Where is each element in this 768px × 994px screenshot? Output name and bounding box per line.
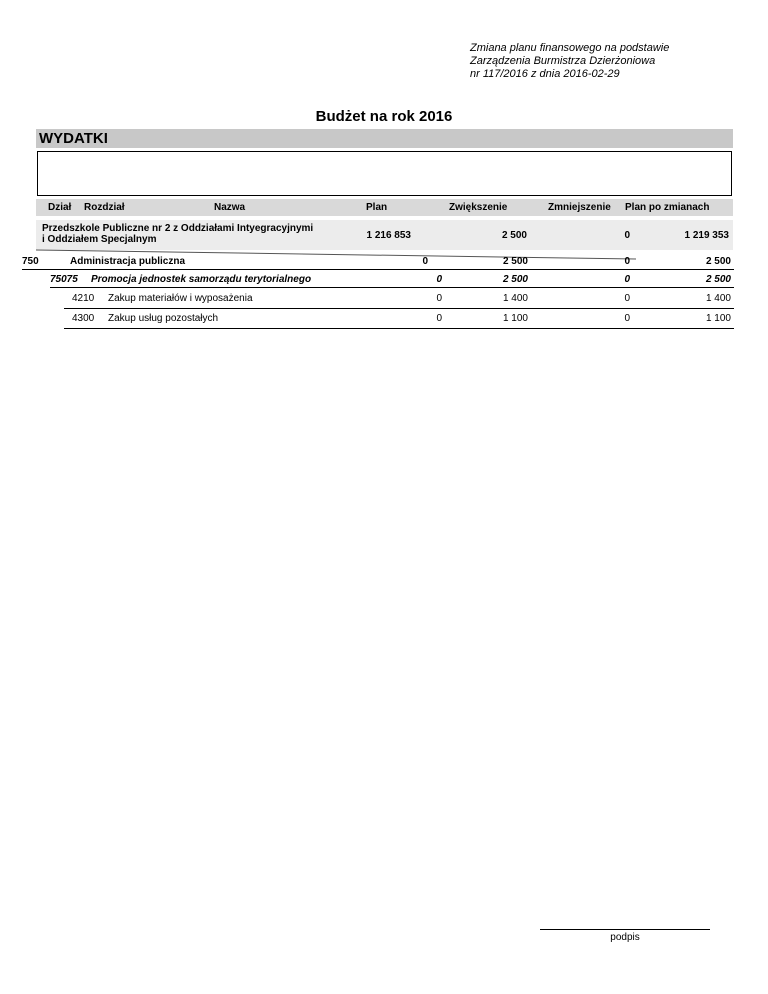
unit-zmniejszenie: 0 xyxy=(624,230,630,241)
rozdzial-divider xyxy=(50,287,734,288)
paragraph-zmniejszenie: 0 xyxy=(624,293,630,304)
paragraph-zwiekszenie: 1 400 xyxy=(502,293,528,304)
paragraph-name: Zakup materiałów i wyposażenia xyxy=(108,293,253,304)
unit-zwiekszenie: 2 500 xyxy=(501,230,527,241)
unit-name xyxy=(42,223,342,245)
col-rozdzial: Rozdział xyxy=(84,202,125,213)
rozdzial-name: Promocja jednostek samorządu terytorialnego xyxy=(91,274,312,285)
unit-name-line-1: Przedszkole Publiczne nr 2 z Oddziałami Intyegracyjnymi xyxy=(42,223,314,234)
dzial-zwiekszenie: 2 500 xyxy=(502,256,528,267)
paragraph-code: 4300 xyxy=(72,313,95,324)
unit-plan-po-zmianach: 1 219 353 xyxy=(684,230,729,241)
table-row xyxy=(36,311,734,327)
signature-label: podpis xyxy=(610,932,640,943)
col-dzial: Dział xyxy=(48,202,72,213)
col-zmniejszenie: Zmniejszenie xyxy=(548,202,611,213)
paragraph-plan: 0 xyxy=(436,293,442,304)
document-title: Budżet na rok 2016 xyxy=(315,108,453,125)
row-divider xyxy=(64,328,734,329)
header-note-line-3: nr 117/2016 z dnia 2016-02-29 xyxy=(470,68,620,80)
paragraph-plan: 0 xyxy=(436,313,442,324)
rozdzial-plan-po-zmianach: 2 500 xyxy=(705,274,731,285)
paragraph-plan-po-zmianach: 1 100 xyxy=(705,313,731,324)
signature-line xyxy=(540,929,710,930)
table-row xyxy=(36,291,734,307)
unit-plan: 1 216 853 xyxy=(366,230,411,241)
header-note xyxy=(470,42,669,81)
rozdzial-plan: 0 xyxy=(436,274,442,285)
rozdzial-zwiekszenie: 2 500 xyxy=(502,274,528,285)
rozdzial-row xyxy=(36,272,734,288)
paragraph-zwiekszenie: 1 100 xyxy=(502,313,528,324)
header-note-line-1: Zmiana planu finansowego na podstawie xyxy=(470,42,670,54)
section-title: WYDATKI xyxy=(36,129,733,148)
dzial-name: Administracja publiczna xyxy=(70,256,186,267)
paragraph-zmniejszenie: 0 xyxy=(624,313,630,324)
col-plan-po-zmianach: Plan po zmianach xyxy=(625,202,710,213)
paragraph-code: 4210 xyxy=(72,293,95,304)
dzial-zmniejszenie: 0 xyxy=(624,256,630,267)
unit-name-line-2: i Oddziałem Specjalnym xyxy=(42,234,157,245)
rozdzial-zmniejszenie: 0 xyxy=(624,274,630,285)
rozdzial-code: 75075 xyxy=(50,274,78,285)
dzial-row xyxy=(22,254,734,270)
header-note-line-2: Zarządzenia Burmistrza Dzierżoniowa xyxy=(470,55,656,67)
col-nazwa: Nazwa xyxy=(214,202,246,213)
paragraph-name: Zakup usług pozostałych xyxy=(108,313,219,324)
unit-row xyxy=(36,220,733,250)
paragraph-plan-po-zmianach: 1 400 xyxy=(705,293,731,304)
dzial-plan: 0 xyxy=(422,256,428,267)
col-zwiekszenie: Zwiększenie xyxy=(449,202,508,213)
table-header xyxy=(36,199,733,216)
dzial-code: 750 xyxy=(22,256,39,267)
dzial-plan-po-zmianach: 2 500 xyxy=(705,256,731,267)
col-plan: Plan xyxy=(366,202,388,213)
dzial-divider xyxy=(22,269,734,270)
empty-frame xyxy=(37,151,732,196)
row-divider xyxy=(64,308,734,309)
